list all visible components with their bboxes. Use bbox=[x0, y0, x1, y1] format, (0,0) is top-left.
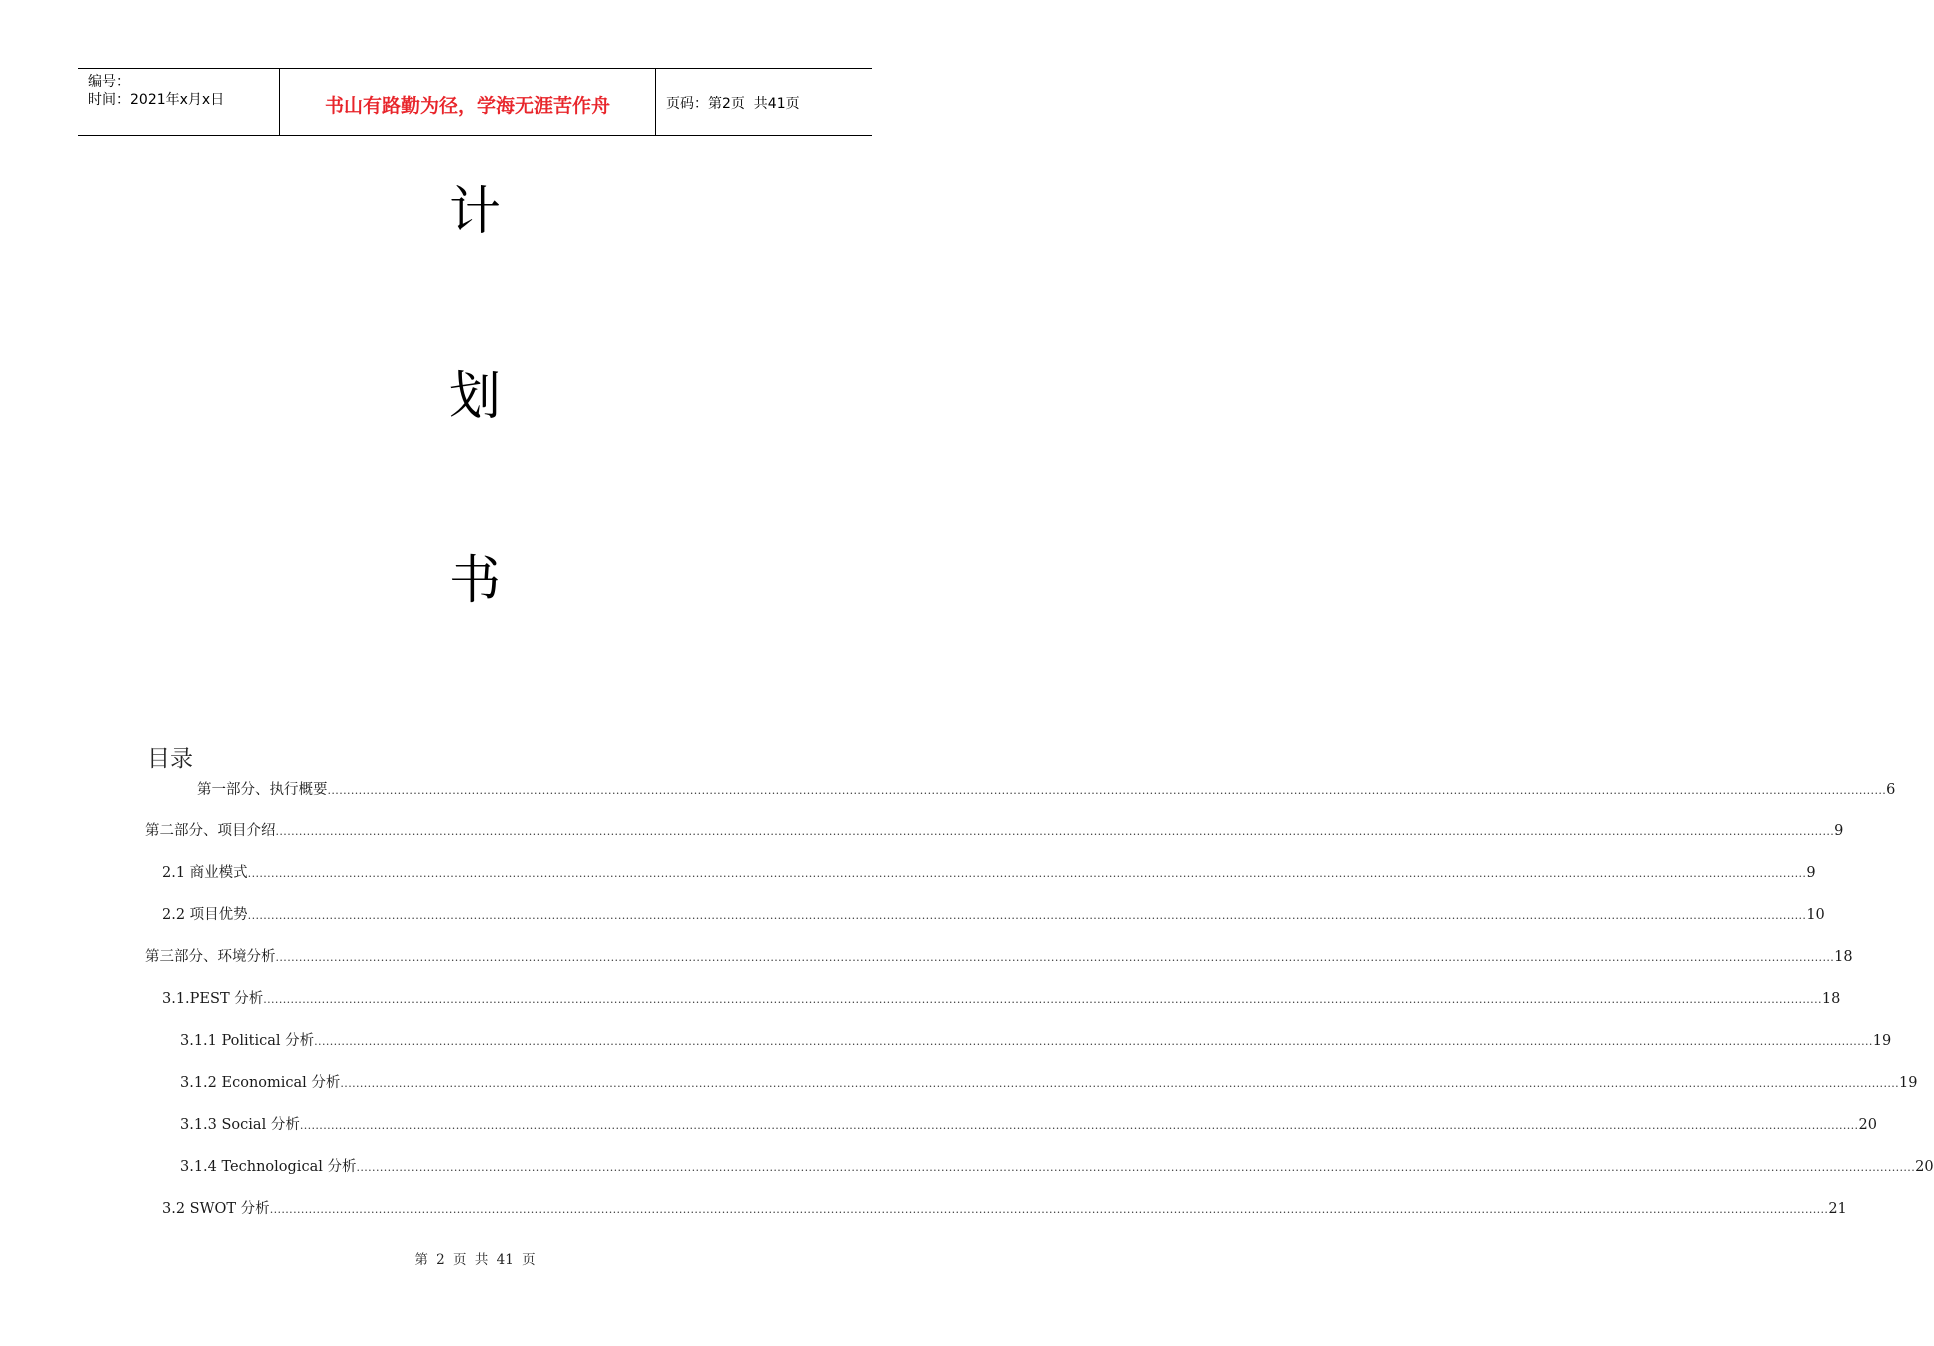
toc-leader-dots: ................................................................................................................................................................................................................................................................................................................................................................................................................ bbox=[263, 993, 1822, 1006]
toc-entry-page: 18 bbox=[1821, 991, 1841, 1007]
motto-text: 书山有路勤为径，学海无涯苦作舟 bbox=[324, 94, 610, 117]
toc-entry-page: 19 bbox=[1872, 1033, 1892, 1049]
toc-entry-page: 10 bbox=[1806, 907, 1825, 923]
page-footer: 第 2 页 共 41 页 bbox=[414, 1252, 536, 1268]
toc-entry-label: 第三部分、环境分析 bbox=[145, 949, 276, 965]
toc-entry-label: 3.1.3 Social 分析 bbox=[180, 1117, 300, 1133]
header-motto bbox=[280, 69, 656, 135]
header-page-info bbox=[656, 69, 872, 135]
toc-leader-dots: ................................................................................................................................................................................................................................................................................................................................................................................................................ bbox=[356, 1161, 1916, 1174]
toc-entry[interactable] bbox=[145, 946, 1853, 968]
toc-leader-dots: ................................................................................................................................................................................................................................................................................................................................................................................................................ bbox=[275, 951, 1835, 964]
document-time-label: 时间：2021年x月x日 bbox=[88, 92, 225, 108]
title-char-3: 书 bbox=[448, 551, 501, 611]
toc-entry[interactable] bbox=[145, 820, 1844, 842]
toc-entry[interactable] bbox=[180, 1072, 1918, 1094]
toc-entry-label: 3.1.2 Economical 分析 bbox=[180, 1075, 341, 1091]
toc-entry-label: 3.1.4 Technological 分析 bbox=[180, 1159, 357, 1175]
toc-entry-label: 3.1.1 Political 分析 bbox=[180, 1033, 315, 1049]
toc-entry[interactable] bbox=[162, 904, 1825, 926]
toc-leader-dots: ................................................................................................................................................................................................................................................................................................................................................................................................................ bbox=[340, 1077, 1900, 1090]
toc-leader-dots: ................................................................................................................................................................................................................................................................................................................................................................................................................ bbox=[327, 784, 1887, 797]
toc-leader-dots: ................................................................................................................................................................................................................................................................................................................................................................................................................ bbox=[314, 1035, 1873, 1048]
toc-entry[interactable] bbox=[162, 862, 1816, 884]
toc-leader-dots: ................................................................................................................................................................................................................................................................................................................................................................................................................ bbox=[247, 867, 1807, 880]
toc-entry-page: 18 bbox=[1834, 949, 1853, 965]
toc-entry-page: 20 bbox=[1915, 1159, 1934, 1175]
header-meta bbox=[78, 69, 280, 135]
toc-entry-page: 6 bbox=[1886, 782, 1896, 798]
toc-entry-label: 第一部分、执行概要 bbox=[197, 782, 328, 798]
toc-entry-page: 21 bbox=[1828, 1201, 1847, 1217]
title-char-2: 划 bbox=[448, 367, 501, 427]
page-info-text: 页码：第2页 共41页 bbox=[666, 96, 800, 112]
toc-entry-page: 20 bbox=[1858, 1117, 1877, 1133]
toc-entry[interactable] bbox=[197, 779, 1896, 801]
toc-entry[interactable] bbox=[180, 1156, 1934, 1178]
toc-entry-page: 19 bbox=[1899, 1075, 1918, 1091]
title-char-1: 计 bbox=[448, 182, 501, 242]
document-number-label: 编号： bbox=[88, 74, 130, 90]
toc-entry-label: 第二部分、项目介绍 bbox=[145, 823, 276, 839]
toc-entry-label: 3.1.PEST 分析 bbox=[162, 991, 264, 1007]
toc-leader-dots: ................................................................................................................................................................................................................................................................................................................................................................................................................ bbox=[247, 909, 1807, 922]
toc-entry-label: 3.2 SWOT 分析 bbox=[162, 1201, 270, 1217]
toc-leader-dots: ................................................................................................................................................................................................................................................................................................................................................................................................................ bbox=[269, 1203, 1829, 1216]
page-header bbox=[78, 68, 872, 136]
toc-entry[interactable] bbox=[162, 1198, 1847, 1220]
toc-entry[interactable] bbox=[180, 1030, 1892, 1052]
toc-entry-label: 2.2 项目优势 bbox=[162, 907, 248, 923]
toc-entry-label: 2.1 商业模式 bbox=[162, 865, 248, 881]
toc-entry-page: 9 bbox=[1806, 865, 1816, 881]
toc-entry[interactable] bbox=[162, 988, 1841, 1010]
toc-leader-dots: ................................................................................................................................................................................................................................................................................................................................................................................................................ bbox=[299, 1119, 1859, 1132]
toc-entry[interactable] bbox=[180, 1114, 1877, 1136]
toc-title: 目录 bbox=[147, 746, 193, 772]
toc-leader-dots: ................................................................................................................................................................................................................................................................................................................................................................................................................ bbox=[275, 825, 1835, 838]
toc-entry-page: 9 bbox=[1834, 823, 1844, 839]
